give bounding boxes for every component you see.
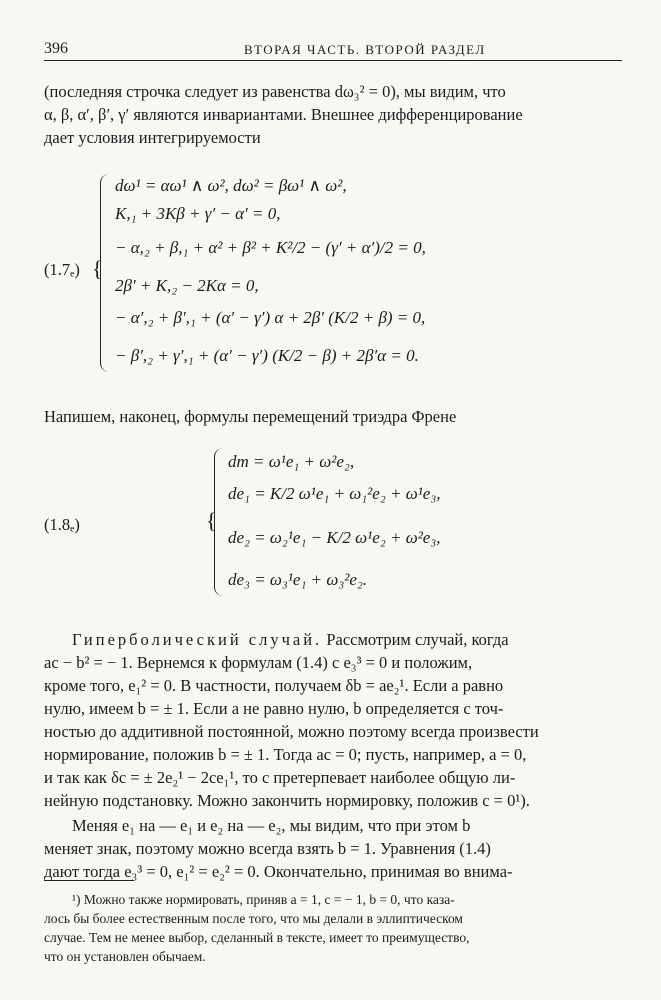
equation-label: (1.8ₑ) xyxy=(44,515,80,534)
text-line: ac − b² = − 1. Вернемся к формулам (1.4) с e₃³ = 0 и положим, xyxy=(44,653,473,672)
brace-tip: { xyxy=(206,508,217,533)
text-line: случае. Тем не менее выбор, сделанный в тексте, имеет то преимущество, xyxy=(44,930,470,945)
text-line: меняет знак, поэтому можно всегда взять b = 1. Уравнения (1.4) xyxy=(44,839,491,858)
equation-label: (1.7ₑ) xyxy=(44,260,80,279)
text-line: Меняя e₁ на — e₁ и e₂ на — e₂, мы видим, что при этом b xyxy=(72,816,471,835)
header-rule xyxy=(44,60,622,61)
text-line: лось бы более естественным после того, что мы делали в эллиптическом xyxy=(44,911,463,926)
equation-line: dm = ω¹e₁ + ω²e₂, xyxy=(228,452,355,471)
text-line: что он установлен обычаем. xyxy=(44,949,206,964)
text-line: и так как δc = ± 2e₂¹ − 2ce₁¹, то c претерпевает наиболее общую ли- xyxy=(44,768,516,787)
equation-line: dω¹ = αω¹ ∧ ω², dω² = βω¹ ∧ ω², xyxy=(115,176,347,195)
brace-tip: { xyxy=(92,256,103,281)
text-line: нулю, имеем b = ± 1. Если a не равно нулю, b определяется с точ- xyxy=(44,699,504,718)
footnote xyxy=(44,890,624,966)
text-line: ностью до аддитивной постоянной, можно поэтому всегда произвести xyxy=(44,722,539,741)
text-line: α, β, α′, β′, γ′ являются инвариантами. Внешнее дифференцирование xyxy=(44,105,523,124)
page-number: 396 xyxy=(44,40,68,57)
intro-paragraph xyxy=(44,80,624,149)
text-line: дают тогда e₃³ = 0, e₁² = e₂² = 0. Окончательно, принимая во внима- xyxy=(44,862,513,881)
text-line: кроме того, e₁² = 0. В частности, получаем δb = ae₂¹. Если a равно xyxy=(44,676,504,695)
text-line: ¹) Можно также нормировать, приняв a = 1, c = − 1, b = 0, что каза- xyxy=(72,892,455,907)
frenet-intro xyxy=(44,405,624,428)
running-title: ВТОРАЯ ЧАСТЬ. ВТОРОЙ РАЗДЕЛ xyxy=(244,42,486,57)
equation-line: − α,₂ + β,₁ + α² + β² + K²/2 − (γ′ + α′)/2 = 0, xyxy=(115,238,426,257)
equation-line: de₂ = ω₂¹e₁ − K/2 ω¹e₂ + ω²e₃, xyxy=(228,528,441,547)
text-fragment: Рассмотрим случай, когда xyxy=(326,630,509,649)
text-line: (последняя строчка следует из равенства dω₃² = 0), мы видим, что xyxy=(44,82,506,101)
equation-line: 2β′ + K,₂ − 2Kα = 0, xyxy=(115,276,259,295)
equation-line: de₃ = ω₃¹e₁ + ω₃²e₂. xyxy=(228,570,368,589)
equation-line: − β′,₂ + γ′,₁ + (α′ − γ′) (K/2 − β) + 2β′α = 0. xyxy=(115,346,419,365)
footnote-rule xyxy=(44,880,134,881)
equation-line: K,₁ + 3Kβ + γ′ − α′ = 0, xyxy=(115,204,281,223)
section-heading: Гиперболический случай. xyxy=(72,630,323,649)
text-line: дает условия интегрируемости xyxy=(44,128,261,147)
text-line: Напишем, наконец, формулы перемещений триэдра Френе xyxy=(44,407,457,426)
equation-line: − α′,₂ + β′,₁ + (α′ − γ′) α + 2β′ (K/2 + β) = 0, xyxy=(115,308,426,327)
text-line: нормирование, положив b = ± 1. Тогда ac = 0; пусть, например, a = 0, xyxy=(44,745,527,764)
equation-line: de₁ = K/2 ω¹e₁ + ω₁²e₂ + ω¹e₃, xyxy=(228,484,441,503)
text-line: нейную подстановку. Можно закончить нормировку, положив c = 0¹). xyxy=(44,791,530,810)
text-line xyxy=(44,628,624,651)
page-header xyxy=(44,40,617,62)
hyperbolic-paragraph xyxy=(44,628,624,812)
change-paragraph xyxy=(44,814,624,883)
